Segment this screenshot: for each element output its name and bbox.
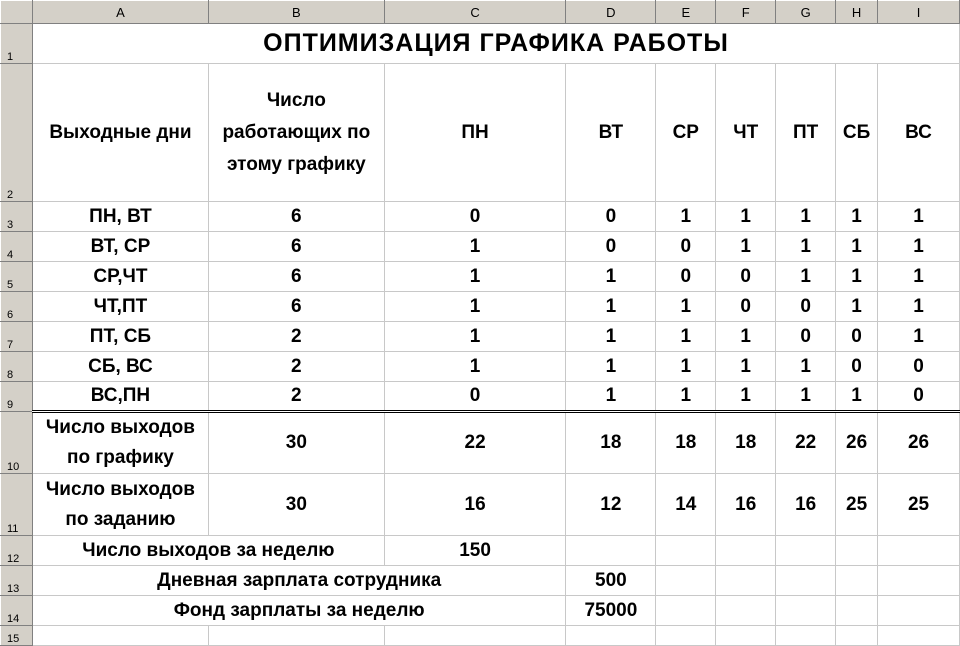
row-header-8[interactable]: 8 — [1, 352, 33, 382]
empty-cell[interactable] — [716, 536, 776, 566]
schedule-cell[interactable]: 1 — [836, 292, 878, 322]
row-header-4[interactable]: 4 — [1, 232, 33, 262]
row-header-5[interactable]: 5 — [1, 262, 33, 292]
row-header-13[interactable]: 13 — [1, 566, 33, 596]
schedule-cell[interactable]: 1 — [878, 202, 960, 232]
schedule-cell[interactable]: 1 — [776, 232, 836, 262]
empty-cell[interactable] — [566, 626, 656, 646]
schedule-cell[interactable]: 1 — [878, 232, 960, 262]
schedule-cell[interactable]: 1 — [878, 322, 960, 352]
row-header-1[interactable]: 1 — [1, 24, 33, 64]
schedule-cell[interactable]: 1 — [878, 262, 960, 292]
by-schedule-cell[interactable]: 18 — [566, 412, 656, 474]
schedule-cell[interactable]: 1 — [716, 232, 776, 262]
schedule-label[interactable]: ВС,ПН — [32, 382, 208, 412]
schedule-cell[interactable]: 1 — [836, 232, 878, 262]
empty-cell[interactable] — [878, 626, 960, 646]
row-header-3[interactable]: 3 — [1, 202, 33, 232]
column-header-e[interactable]: E — [656, 1, 716, 24]
by-task-cell[interactable]: 16 — [716, 474, 776, 536]
schedule-count[interactable]: 6 — [208, 292, 384, 322]
row-header-9[interactable]: 9 — [1, 382, 33, 412]
schedule-cell[interactable]: 1 — [384, 352, 566, 382]
schedule-count[interactable]: 2 — [208, 382, 384, 412]
by-schedule-cell[interactable]: 22 — [384, 412, 566, 474]
empty-cell[interactable] — [776, 596, 836, 626]
by-task-cell[interactable]: 14 — [656, 474, 716, 536]
empty-cell[interactable] — [716, 596, 776, 626]
by-task-cell[interactable]: 25 — [836, 474, 878, 536]
schedule-cell[interactable]: 1 — [776, 202, 836, 232]
empty-cell[interactable] — [776, 536, 836, 566]
by-schedule-cell[interactable]: 22 — [776, 412, 836, 474]
schedule-cell[interactable]: 1 — [716, 322, 776, 352]
empty-cell[interactable] — [716, 566, 776, 596]
schedule-count[interactable]: 6 — [208, 232, 384, 262]
header-day-thu[interactable]: ЧТ — [716, 64, 776, 202]
row-header-6[interactable]: 6 — [1, 292, 33, 322]
schedule-cell[interactable]: 0 — [656, 232, 716, 262]
header-day-tue[interactable]: ВТ — [566, 64, 656, 202]
empty-cell[interactable] — [656, 566, 716, 596]
schedule-cell[interactable]: 1 — [566, 322, 656, 352]
row-header-7[interactable]: 7 — [1, 322, 33, 352]
row-header-12[interactable]: 12 — [1, 536, 33, 566]
schedule-cell[interactable]: 0 — [836, 322, 878, 352]
schedule-cell[interactable]: 0 — [836, 352, 878, 382]
empty-cell[interactable] — [836, 596, 878, 626]
by-task-total[interactable]: 30 — [208, 474, 384, 536]
by-task-cell[interactable]: 12 — [566, 474, 656, 536]
row-header-10[interactable]: 10 — [1, 412, 33, 474]
by-schedule-cell[interactable]: 26 — [878, 412, 960, 474]
header-days-off[interactable]: Выходные дни — [32, 64, 208, 202]
schedule-cell[interactable]: 0 — [776, 322, 836, 352]
schedule-cell[interactable]: 1 — [776, 382, 836, 412]
by-schedule-cell[interactable]: 18 — [716, 412, 776, 474]
empty-cell[interactable] — [878, 566, 960, 596]
schedule-cell[interactable]: 1 — [384, 292, 566, 322]
daily-pay-label[interactable]: Дневная зарплата сотрудника — [32, 566, 565, 596]
by-schedule-cell[interactable]: 26 — [836, 412, 878, 474]
column-header-g[interactable]: G — [776, 1, 836, 24]
empty-cell[interactable] — [776, 566, 836, 596]
schedule-cell[interactable]: 1 — [716, 202, 776, 232]
empty-cell[interactable] — [32, 626, 208, 646]
row-header-15[interactable]: 15 — [1, 626, 33, 646]
schedule-cell[interactable]: 0 — [776, 292, 836, 322]
column-header-h[interactable]: H — [836, 1, 878, 24]
empty-cell[interactable] — [384, 626, 566, 646]
row-header-14[interactable]: 14 — [1, 596, 33, 626]
schedule-cell[interactable]: 1 — [566, 352, 656, 382]
column-header-a[interactable]: A — [32, 1, 208, 24]
schedule-cell[interactable]: 0 — [656, 262, 716, 292]
column-header-b[interactable]: B — [208, 1, 384, 24]
empty-cell[interactable] — [878, 536, 960, 566]
schedule-cell[interactable]: 0 — [384, 382, 566, 412]
schedule-cell[interactable]: 1 — [566, 382, 656, 412]
empty-cell[interactable] — [656, 626, 716, 646]
column-header-i[interactable]: I — [878, 1, 960, 24]
header-workers[interactable]: Число работающих по этому графику — [208, 64, 384, 202]
by-schedule-total[interactable]: 30 — [208, 412, 384, 474]
by-task-cell[interactable]: 25 — [878, 474, 960, 536]
empty-cell[interactable] — [878, 596, 960, 626]
schedule-cell[interactable]: 1 — [836, 382, 878, 412]
schedule-label[interactable]: ВТ, СР — [32, 232, 208, 262]
weekly-fund-label[interactable]: Фонд зарплаты за неделю — [32, 596, 565, 626]
empty-cell[interactable] — [208, 626, 384, 646]
by-schedule-cell[interactable]: 18 — [656, 412, 716, 474]
schedule-cell[interactable]: 1 — [656, 322, 716, 352]
by-task-label[interactable]: Число выходов по заданию — [32, 474, 208, 536]
schedule-cell[interactable]: 1 — [716, 352, 776, 382]
schedule-cell[interactable]: 1 — [656, 352, 716, 382]
empty-cell[interactable] — [716, 626, 776, 646]
sheet-title[interactable]: ОПТИМИЗАЦИЯ ГРАФИКА РАБОТЫ — [32, 24, 959, 64]
empty-cell[interactable] — [566, 536, 656, 566]
schedule-cell[interactable]: 0 — [384, 202, 566, 232]
by-schedule-label[interactable]: Число выходов по графику — [32, 412, 208, 474]
empty-cell[interactable] — [836, 566, 878, 596]
schedule-cell[interactable]: 1 — [656, 202, 716, 232]
column-header-f[interactable]: F — [716, 1, 776, 24]
weekly-fund-value[interactable]: 75000 — [566, 596, 656, 626]
by-task-cell[interactable]: 16 — [384, 474, 566, 536]
schedule-count[interactable]: 2 — [208, 322, 384, 352]
schedule-cell[interactable]: 1 — [878, 292, 960, 322]
schedule-cell[interactable]: 0 — [878, 382, 960, 412]
column-header-c[interactable]: C — [384, 1, 566, 24]
schedule-cell[interactable]: 1 — [716, 382, 776, 412]
schedule-label[interactable]: ПТ, СБ — [32, 322, 208, 352]
empty-cell[interactable] — [836, 536, 878, 566]
schedule-cell[interactable]: 1 — [566, 292, 656, 322]
schedule-cell[interactable]: 0 — [566, 202, 656, 232]
schedule-cell[interactable]: 1 — [384, 322, 566, 352]
select-all-corner[interactable] — [1, 1, 33, 24]
schedule-cell[interactable]: 1 — [776, 262, 836, 292]
schedule-label[interactable]: ПН, ВТ — [32, 202, 208, 232]
empty-cell[interactable] — [776, 626, 836, 646]
schedule-cell[interactable]: 0 — [878, 352, 960, 382]
schedule-cell[interactable]: 1 — [566, 262, 656, 292]
schedule-cell[interactable]: 1 — [836, 202, 878, 232]
header-day-mon[interactable]: ПН — [384, 64, 566, 202]
weekly-exits-label[interactable]: Число выходов за неделю — [32, 536, 384, 566]
weekly-exits-value[interactable]: 150 — [384, 536, 566, 566]
schedule-cell[interactable]: 0 — [566, 232, 656, 262]
schedule-cell[interactable]: 0 — [716, 292, 776, 322]
empty-cell[interactable] — [656, 596, 716, 626]
header-day-sun[interactable]: ВС — [878, 64, 960, 202]
schedule-cell[interactable]: 1 — [776, 352, 836, 382]
empty-cell[interactable] — [836, 626, 878, 646]
schedule-cell[interactable]: 1 — [384, 262, 566, 292]
empty-cell[interactable] — [656, 536, 716, 566]
schedule-label[interactable]: СР,ЧТ — [32, 262, 208, 292]
schedule-count[interactable]: 6 — [208, 262, 384, 292]
column-header-d[interactable]: D — [566, 1, 656, 24]
daily-pay-value[interactable]: 500 — [566, 566, 656, 596]
header-day-wed[interactable]: СР — [656, 64, 716, 202]
header-day-sat[interactable]: СБ — [836, 64, 878, 202]
row-header-2[interactable]: 2 — [1, 64, 33, 202]
schedule-label[interactable]: ЧТ,ПТ — [32, 292, 208, 322]
schedule-cell[interactable]: 1 — [656, 382, 716, 412]
by-task-cell[interactable]: 16 — [776, 474, 836, 536]
schedule-cell[interactable]: 1 — [656, 292, 716, 322]
row-header-11[interactable]: 11 — [1, 474, 33, 536]
schedule-cell[interactable]: 1 — [836, 262, 878, 292]
schedule-count[interactable]: 6 — [208, 202, 384, 232]
schedule-cell[interactable]: 1 — [384, 232, 566, 262]
header-day-fri[interactable]: ПТ — [776, 64, 836, 202]
schedule-cell[interactable]: 0 — [716, 262, 776, 292]
schedule-count[interactable]: 2 — [208, 352, 384, 382]
schedule-label[interactable]: СБ, ВС — [32, 352, 208, 382]
